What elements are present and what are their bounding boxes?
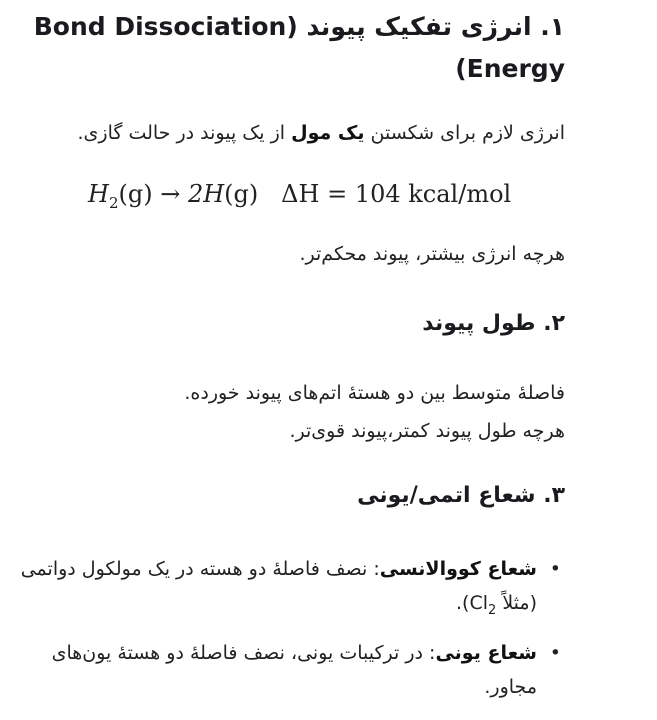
radius-bullet-list xyxy=(5,552,565,704)
heading-atomic-ionic-radius: ۳. شعاع اتمی/یونی xyxy=(357,483,565,508)
bold-one-mole: یک مول xyxy=(291,122,365,144)
bullet-icon: • xyxy=(549,641,561,664)
bullet-icon: • xyxy=(549,558,561,580)
list-item-covalent-radius: • شعاع کووالانسی: نصف فاصلهٔ دو هسته در یک مولکول دواتمی (مثلاً $Cl_2$). xyxy=(5,552,565,628)
heading-bond-length: ۲. طول پیوند xyxy=(422,311,565,336)
heading-bond-dissociation-energy: ۱. انرژی تفکیک پیوند (Bond Dissociation Energy) xyxy=(33,12,565,83)
paragraph-bond-length-note: هرچه طول پیوند کمتر،پیوند قوی‌تر. xyxy=(289,420,565,442)
paragraph-bde-note: هرچه انرژی بیشتر، پیوند محکم‌تر. xyxy=(299,243,565,265)
list-item-ionic-radius: • شعاع یونی: در ترکیبات یونی، نصف فاصلهٔ دو هستهٔ یون‌های مجاور. xyxy=(5,636,565,704)
paragraph-bond-length-definition: فاصلهٔ متوسط بین دو هستهٔ اتم‌های پیوند خورده. xyxy=(184,382,565,404)
equation-h2-dissociation: $H_2(g) \to 2H(g)$ ΔH = 104 kcal/mol xyxy=(88,180,512,212)
formula-cl2: $Cl_2$ xyxy=(469,592,497,618)
paragraph-bde-definition: انرژی لازم برای شکستن یک مول از یک پیوند در حالت گازی. xyxy=(77,122,565,144)
